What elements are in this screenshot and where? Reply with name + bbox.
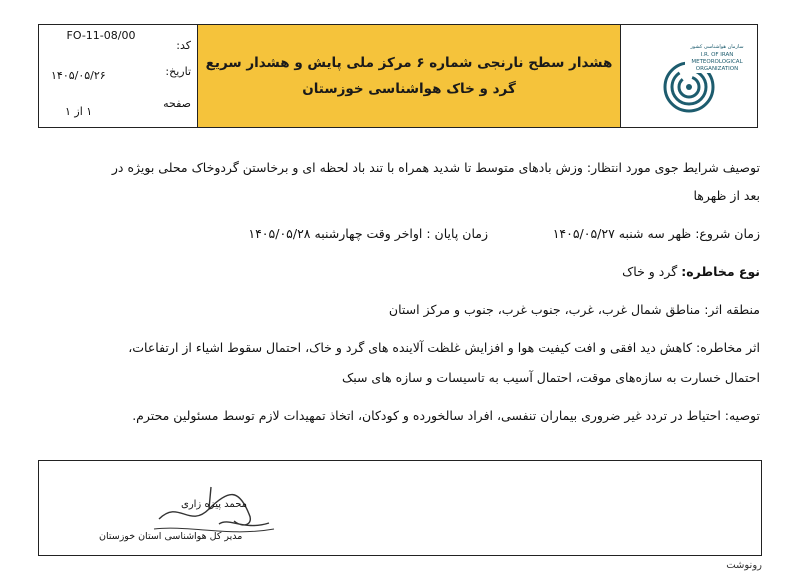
hazard-type-label: نوع مخاطره: bbox=[681, 264, 760, 279]
form-info-cell bbox=[39, 25, 198, 127]
svg-text:سازمان هواشناسی کشور: سازمان هواشناسی کشور bbox=[690, 44, 744, 50]
affected-area: منطقه اثر: مناطق شمال غرب، غرب، جنوب غرب، جنوب و مرکز استان bbox=[388, 302, 760, 317]
conditions-line-1: توصیف شرایط جوی مورد انتظار: وزش بادهای متوسط تا شدید همراه با تند باد لحظه ای و برخاستن گردوخاک محلی بویژه در bbox=[111, 160, 760, 175]
hazard-type bbox=[40, 264, 760, 279]
svg-text:I.R. OF IRAN: I.R. OF IRAN bbox=[700, 52, 734, 58]
logo-cell bbox=[621, 25, 757, 127]
signatory-name: محمد پیزه زاری bbox=[181, 499, 248, 510]
date-label: تاریخ: bbox=[165, 65, 191, 78]
svg-text:METEOROLOGICAL: METEOROLOGICAL bbox=[691, 59, 743, 65]
impact-line-1: اثر مخاطره: کاهش دید افقی و افت کیفیت هوا و افزایش غلظت آلاینده های گرد و خاک، احتمال سقوط اشیاء از ارتفاعات، bbox=[128, 340, 760, 355]
impact-line-2: احتمال خسارت به سازه‌های موقت، احتمال آسیب به تاسیسات و سازه های سبک bbox=[342, 370, 760, 385]
meteorological-organization-logo bbox=[621, 25, 757, 127]
start-time: زمان شروع: ظهر سه شنبه ۱۴۰۵/۰۵/۲۷ bbox=[552, 226, 760, 241]
recommendation: توصیه: احتیاط در تردد غیر ضروری بیماران تنفسی، افراد سالخورده و کودکان، اتخاذ تمهیدات لازم توسط مسئولین محترم. bbox=[132, 408, 760, 423]
form-code-label: کد: bbox=[176, 39, 191, 52]
end-time: زمان پایان : اواخر وقت چهارشنبه ۱۴۰۵/۰۵/۲۸ bbox=[248, 226, 488, 241]
title-cell bbox=[198, 25, 621, 127]
conditions-line-2: بعد از ظهرها bbox=[693, 188, 760, 203]
document-date: ۱۴۰۵/۰۵/۲۶ bbox=[51, 69, 106, 82]
page-label: صفحه bbox=[163, 97, 191, 110]
warning-title: هشدار سطح نارنجی شماره ۶ مرکز ملی پایش و هشدار سریع bbox=[205, 55, 613, 71]
svg-text:ORGANIZATION: ORGANIZATION bbox=[695, 66, 739, 72]
signature-box bbox=[38, 460, 762, 556]
hazard-type-value: گرد و خاک bbox=[622, 264, 678, 279]
document-header bbox=[38, 24, 758, 128]
page-number: ۱ از ۱ bbox=[65, 105, 93, 118]
copy-note: رونوشت bbox=[726, 560, 762, 571]
warning-subtitle: گرد و خاک هواشناسی خوزستان bbox=[302, 81, 516, 97]
form-code: FO-11-08/00 bbox=[66, 29, 136, 42]
signatory-title: مدیر کل هواشناسی استان خوزستان bbox=[99, 531, 243, 542]
